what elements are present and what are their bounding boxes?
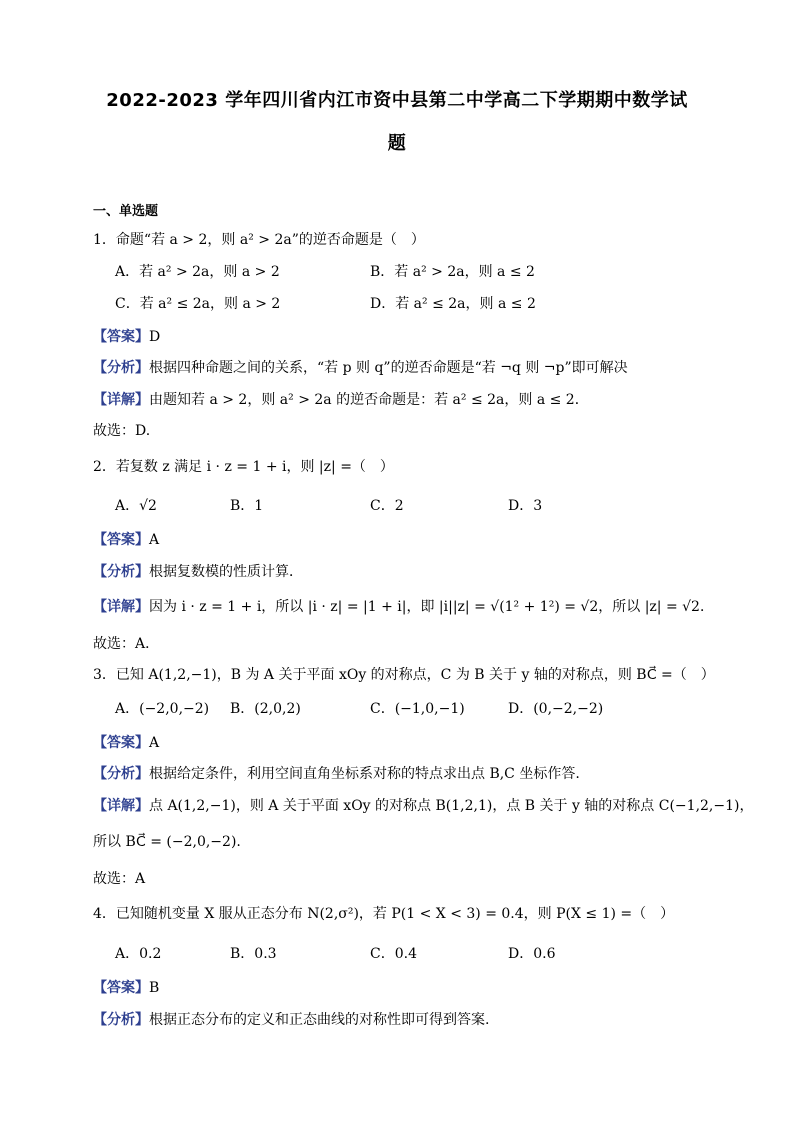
q2-detail (93, 597, 714, 617)
q3-detail-text: 点 A(1,2,−1)，则 A 关于平面 xOy 的对称点 B(1,2,1)，点 B 关于 y 轴的对称点 C(−1,2,−1)， (149, 798, 754, 814)
analysis-tag: 【分析】 (93, 564, 149, 580)
q2-detail-text: 因为 i · z = 1 + i，所以 |i · z| = |1 + i|，即 |i||z| = √(1² + 1²) = √2，所以 |z| = √2． (149, 599, 714, 615)
q3-option-c: C．(−1,0,−1) (370, 701, 465, 717)
q2-answer-value: A (149, 532, 160, 548)
q3-detail-continued: 所以 BC⃗ = (−2,0,−2). (93, 834, 241, 850)
q4-stem: 4．已知随机变量 X 服从正态分布 N(2,σ²)，若 P(1 < X < 3) = 0.4，则 P(X ≤ 1) =（ ） (93, 906, 675, 922)
q1-option-a: A．若 a² > 2a，则 a > 2 (115, 264, 280, 280)
q2-answer (93, 530, 159, 550)
answer-tag: 【答案】 (93, 980, 149, 996)
q3-option-d: D．(0,−2,−2) (508, 701, 604, 717)
q3-detail (93, 796, 753, 816)
q2-option-d: D．3 (508, 498, 543, 514)
q4-option-d: D．0.6 (508, 946, 556, 962)
section-heading: 一、单选题 (93, 204, 159, 219)
exam-title-line1: 2022-2023 学年四川省内江市资中县第二中学高二下学期期中数学试 (106, 90, 688, 111)
q4-analysis-text: 根据正态分布的定义和正态曲线的对称性即可得到答案. (149, 1012, 490, 1028)
q1-analysis (93, 358, 628, 378)
q1-option-c: C．若 a² ≤ 2a，则 a > 2 (115, 296, 281, 312)
q1-option-b: B．若 a² > 2a，则 a ≤ 2 (370, 264, 535, 280)
detail-tag: 【详解】 (93, 392, 149, 408)
q1-conclusion: 故选：D. (93, 423, 151, 439)
q3-analysis-text: 根据给定条件，利用空间直角坐标系对称的特点求出点 B,C 坐标作答. (149, 766, 580, 782)
q2-analysis (93, 562, 303, 582)
exam-title-line2: 题 (387, 133, 407, 154)
q2-option-b: B．1 (230, 498, 264, 514)
q3-stem: 3．已知 A(1,2,−1)，B 为 A 关于平面 xOy 的对称点，C 为 B 关于 y 轴的对称点，则 BC⃗ =（ ） (93, 667, 715, 683)
answer-tag: 【答案】 (93, 735, 149, 751)
analysis-tag: 【分析】 (93, 766, 149, 782)
q3-option-a: A．(−2,0,−2) (115, 701, 210, 717)
q3-conclusion: 故选：A (93, 871, 146, 887)
q4-option-b: B．0.3 (230, 946, 277, 962)
q1-detail (93, 390, 589, 410)
q2-analysis-text: 根据复数模的性质计算． (149, 564, 303, 580)
analysis-tag: 【分析】 (93, 360, 149, 376)
detail-tag: 【详解】 (93, 599, 149, 615)
q4-option-c: C．0.4 (370, 946, 417, 962)
q1-stem: 1．命题“若 a > 2，则 a² > 2a”的逆否命题是（ ） (93, 232, 425, 248)
analysis-tag: 【分析】 (93, 1012, 149, 1028)
q4-option-a: A．0.2 (115, 946, 162, 962)
q4-analysis (93, 1010, 489, 1030)
q2-option-a: A．√2 (115, 498, 157, 514)
q3-answer-value: A (149, 735, 160, 751)
answer-tag: 【答案】 (93, 532, 149, 548)
q3-answer (93, 733, 159, 753)
q1-detail-text: 由题知若 a > 2，则 a² > 2a 的逆否命题是：若 a² ≤ 2a，则 a ≤ 2． (149, 392, 589, 408)
q2-option-c: C．2 (370, 498, 404, 514)
q1-answer-value: D (149, 329, 161, 345)
q4-answer-value: B (149, 980, 160, 996)
q4-answer (93, 978, 159, 998)
q1-answer (93, 327, 160, 347)
q1-option-d: D．若 a² ≤ 2a，则 a ≤ 2 (370, 296, 536, 312)
detail-tag: 【详解】 (93, 798, 149, 814)
q2-stem: 2．若复数 z 满足 i · z = 1 + i，则 |z| =（ ） (93, 459, 394, 475)
q1-analysis-text: 根据四种命题之间的关系，“若 p 则 q”的逆否命题是“若 ¬q 则 ¬p”即可解决 (149, 360, 628, 376)
q3-option-b: B．(2,0,2) (230, 701, 301, 717)
answer-tag: 【答案】 (93, 329, 149, 345)
q2-conclusion: 故选：A． (93, 636, 160, 652)
q3-analysis (93, 764, 580, 784)
